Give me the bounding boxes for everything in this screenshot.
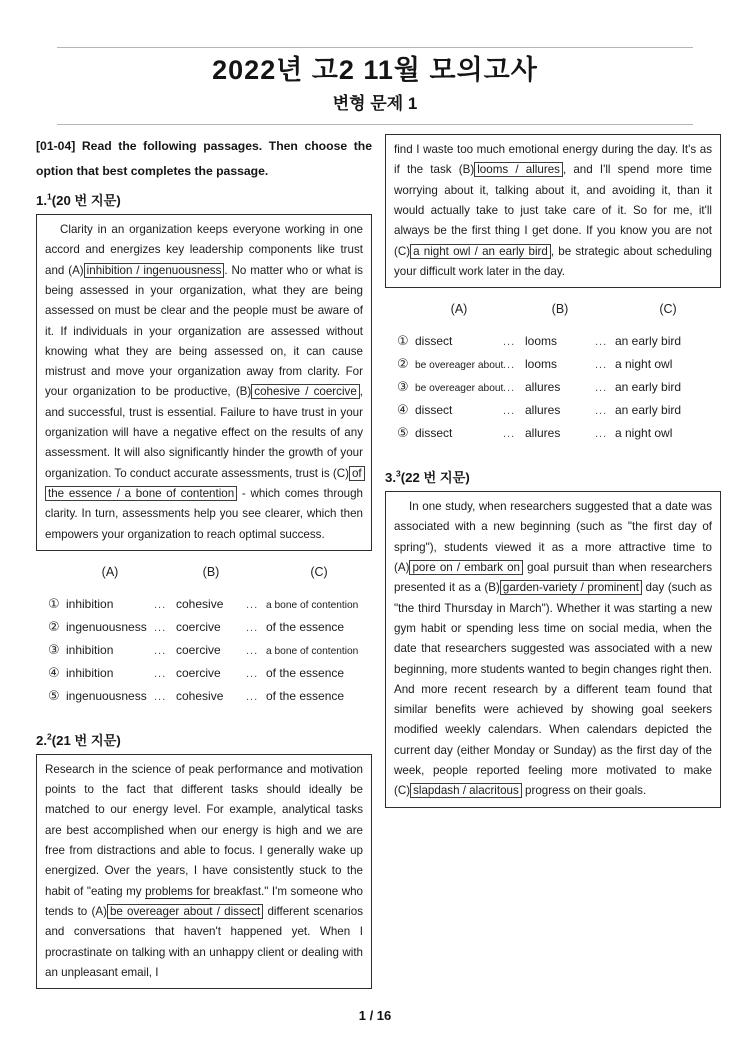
option-choice-b: allures xyxy=(525,380,561,395)
choice-pair-box: garden-variety / prominent xyxy=(500,580,642,595)
ellipsis: ... xyxy=(503,428,516,441)
underlined-phrase: problems for xyxy=(145,884,210,898)
ellipsis: ... xyxy=(246,598,259,611)
option-number: ③ xyxy=(397,379,409,395)
left-column xyxy=(36,134,372,989)
options-header-spacer xyxy=(503,303,525,313)
option-choice-b: coercive xyxy=(176,665,221,680)
ellipsis: ... xyxy=(154,621,167,634)
ellipsis: ... xyxy=(154,667,167,680)
option-number: ⑤ xyxy=(397,425,409,441)
option-choice-c: of the essence xyxy=(266,619,345,634)
options-column-header: (B) xyxy=(551,302,569,317)
question-2-number: 2. xyxy=(36,732,47,748)
question-3-number: 3. xyxy=(385,470,396,486)
option-choice-b: allures xyxy=(525,403,561,418)
options-header-spacer xyxy=(154,566,176,576)
question-1-superscript: 1 xyxy=(47,191,52,202)
ellipsis: ... xyxy=(503,359,516,372)
choice-pair-box: slapdash / alacritous xyxy=(410,783,522,798)
ellipsis: ... xyxy=(595,405,608,418)
question-3-heading xyxy=(385,467,721,486)
option-choice-c: an early bird xyxy=(615,380,682,395)
page-subtitle: 변형 문제 1 xyxy=(332,94,418,114)
ellipsis: ... xyxy=(154,598,167,611)
option-choice-c: a bone of contention xyxy=(266,645,359,657)
passage-text: In one study, when researchers suggested that a date was associated with a new beginning (such as "the first day of spring"), students viewed it as a more attractive time to (A) xyxy=(394,500,712,575)
options-column-header: (C) xyxy=(310,564,328,579)
passage-text: find I waste too much emotional energy during the day. It's as if the task (B) xyxy=(394,143,712,177)
passage-text: progress on their goals. xyxy=(521,784,647,798)
option-choice-b: cohesive xyxy=(176,596,224,611)
option-choice-a: dissect xyxy=(415,334,453,349)
passage-text: , and successful, trust is essential. Failure to have trust in your organization will have a negative effect on the results of any assessment. It will also significantly hinder the growth of your organization. To conduct accurate assessments, trust is (C) xyxy=(45,385,363,480)
passage-text: day (such as "the third Thursday in March"). Whether it was starting a new gym habit or spending less time on social media, when the date that researchers suggested was associated with a new beginning, more students wanted to begin changes right then. And more recent research by a different team found that similar benefits were achieved by showing goal seekers modified weekly calendars. When calendars depicted the current day (either Monday or Sunday) as the first day of the week, people reported feeling more motivated to make (C) xyxy=(394,581,713,798)
choice-pair-box: be overeager about / dissect xyxy=(107,904,263,919)
choice-pair-box: looms / allures xyxy=(474,162,563,177)
option-number: ② xyxy=(397,356,409,372)
option-choice-a: ingenuousness xyxy=(66,688,147,703)
choice-pair-box: of the essence / a bone of contention xyxy=(45,466,365,501)
right-column xyxy=(385,134,721,808)
option-choice-b: cohesive xyxy=(176,688,224,703)
options-grid xyxy=(397,302,721,441)
passage-text: , be strategic about scheduling your difficult work later in the day. xyxy=(394,244,713,278)
ellipsis: ... xyxy=(595,336,608,349)
option-choice-a: dissect xyxy=(415,403,453,418)
question-2-passage-part1 xyxy=(36,754,372,989)
passage-text: goal pursuit than when researchers presented it as a (B) xyxy=(394,561,712,595)
options-header-spacer xyxy=(246,566,266,576)
passage-text: . No matter who or what is being assessed in your organization, what they are being assessed on must be clear and the people must be aware of it. If individuals in your organization are assessed without knowing what they are being assessed on, it can cause mistrust and move your organization away from clarity. For your organization to be productive, (B) xyxy=(45,263,363,399)
option-choice-c: a night owl xyxy=(615,426,673,441)
choice-pair-box: inhibition / ingenuousness xyxy=(84,263,225,278)
question-3-superscript: 3 xyxy=(396,468,401,479)
option-choice-a: inhibition xyxy=(66,642,114,657)
option-choice-c: a bone of contention xyxy=(266,599,359,611)
choice-pair-box: pore on / embark on xyxy=(409,560,523,575)
ellipsis: ... xyxy=(503,336,516,349)
question-1-number: 1. xyxy=(36,193,47,209)
option-choice-c: an early bird xyxy=(615,334,682,349)
options-header-spacer xyxy=(397,303,415,313)
question-1-label: (20 번 지문) xyxy=(51,193,121,209)
ellipsis: ... xyxy=(246,667,259,680)
ellipsis: ... xyxy=(154,644,167,657)
option-number: ⑤ xyxy=(48,687,60,703)
passage-text: - which comes through clarity. In turn, assessments help you see clearer, which then empowers your organization to reach optimal success. xyxy=(45,486,363,541)
ellipsis: ... xyxy=(154,690,167,703)
passage-text: different scenarios and conversations that haven't happened yet. When I procrastinate on talking with an unhappy client or dealing with an unpleasant email, I xyxy=(45,904,363,979)
option-choice-b: coercive xyxy=(176,642,221,657)
passage-text: Research in the science of peak performance and motivation points to the fact that different tasks should ideally be matched to our energy level. For example, analytical tasks are best accomplished when our energy is high and we are free from distractions and able to focus. I generally wake up energized. Over the years, I have consistently stuck to the habit of "eating my xyxy=(45,762,363,898)
question-2-label: (21 번 지문) xyxy=(51,732,121,748)
question-2-options-table xyxy=(385,302,721,441)
option-choice-b: allures xyxy=(525,426,561,441)
option-choice-c: a night owl xyxy=(615,357,673,372)
passage-text: Clarity in an organization keeps everyone working in one accord and energizes key leadership components like trust and (A) xyxy=(45,223,363,277)
option-choice-a: be overeager about xyxy=(415,383,504,395)
top-rule xyxy=(57,47,693,48)
ellipsis: ... xyxy=(503,382,516,395)
ellipsis: ... xyxy=(503,405,516,418)
ellipsis: ... xyxy=(595,428,608,441)
options-column-header: (C) xyxy=(659,302,677,317)
passage-text: , and I'll spend more time worrying about it, talking about it, and avoiding it, than it would actually take to just take care of it. So for me, it'll always be the first thing I get done. If you know you are not (C) xyxy=(394,163,712,258)
option-number: ② xyxy=(48,618,60,634)
options-grid xyxy=(48,565,372,704)
question-1-passage xyxy=(36,214,372,551)
option-choice-b: coercive xyxy=(176,619,221,634)
options-column-header: (B) xyxy=(202,564,220,579)
question-3-label: (22 번 지문) xyxy=(400,470,470,486)
option-choice-b: looms xyxy=(525,357,558,372)
ellipsis: ... xyxy=(246,644,259,657)
option-number: ① xyxy=(397,333,409,349)
options-header-spacer xyxy=(595,303,615,313)
question-3-passage xyxy=(385,491,721,807)
options-column-header: (A) xyxy=(101,564,119,579)
page-number: 1 / 16 xyxy=(358,1008,392,1023)
option-choice-a: dissect xyxy=(415,426,453,441)
page-title: 2022년 고2 11월 모의고사 xyxy=(212,55,538,85)
option-number: ③ xyxy=(48,641,60,657)
question-1-options-table xyxy=(36,565,372,704)
options-column-header: (A) xyxy=(450,302,468,317)
question-1-heading xyxy=(36,190,372,209)
option-choice-b: looms xyxy=(525,334,558,349)
option-choice-c: of the essence xyxy=(266,688,345,703)
option-choice-c: of the essence xyxy=(266,665,345,680)
question-2-passage-part2 xyxy=(385,134,721,288)
instructions-text: [01-04] Read the following passages. Then choose the option that best completes the passage. xyxy=(36,139,372,179)
passage-text: breakfast." I'm someone who tends to (A) xyxy=(45,884,364,918)
ellipsis: ... xyxy=(595,359,608,372)
option-choice-a: be overeager about xyxy=(415,360,504,372)
question-2-heading xyxy=(36,730,372,749)
choice-pair-box: cohesive / coercive xyxy=(251,384,359,399)
choice-pair-box: a night owl / an early bird xyxy=(410,244,551,259)
ellipsis: ... xyxy=(595,382,608,395)
option-number: ① xyxy=(48,595,60,611)
two-column-content xyxy=(0,125,750,989)
option-choice-c: an early bird xyxy=(615,403,682,418)
option-choice-a: inhibition xyxy=(66,596,114,611)
question-2-superscript: 2 xyxy=(47,731,52,742)
ellipsis: ... xyxy=(246,690,259,703)
option-number: ④ xyxy=(48,664,60,680)
ellipsis: ... xyxy=(246,621,259,634)
option-choice-a: ingenuousness xyxy=(66,619,147,634)
options-header-spacer xyxy=(48,566,66,576)
option-number: ④ xyxy=(397,402,409,418)
option-choice-a: inhibition xyxy=(66,665,114,680)
